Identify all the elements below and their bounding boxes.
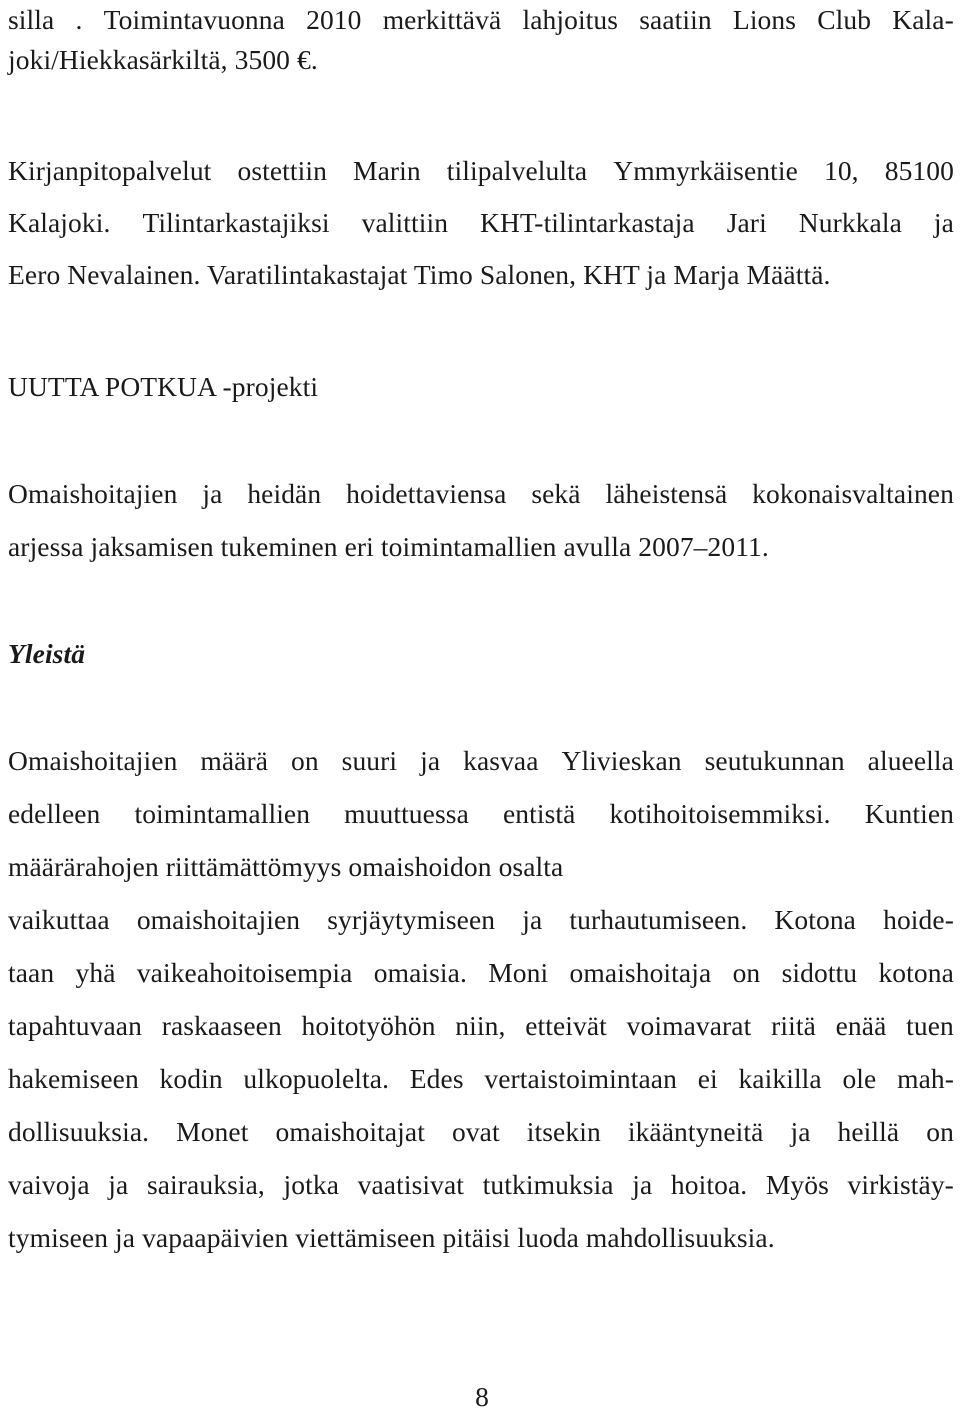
text-line [8,1062,954,1096]
word: dollisuuksia. [8,1116,150,1147]
word: on [926,1116,954,1147]
word: vaikeahoitoisempia [136,957,353,988]
word: Edes [409,1063,464,1094]
word: hakemiseen [8,1063,139,1094]
word: kotona [878,957,954,988]
word: . [75,4,83,35]
text-line [8,797,954,831]
word: vaatisivat [357,1169,465,1200]
text-line [8,956,954,990]
text-line [8,744,954,778]
text-line: Eero Nevalainen. Varatilintakastajat Timo Salonen, KHT ja Marja Määttä. [8,259,831,290]
word: hoitotyöhön [301,1010,436,1041]
word: seutukunnan [704,745,845,776]
word: on [732,957,761,988]
word: Jari [726,207,767,238]
word: syrjäytymiseen [327,904,496,935]
word: vaikuttaa [8,904,110,935]
word: ja [420,745,441,776]
text-line [8,1115,954,1149]
word: suuri [341,745,398,776]
word: Club [817,4,872,35]
text-line [8,3,954,37]
word: toimintamallien [134,798,311,829]
word: omaishoitajat [275,1116,425,1147]
word: heillä [837,1116,900,1147]
word: valittiin [361,207,449,238]
text-line [8,154,954,188]
word: ja [632,1169,653,1200]
word: Marin [353,155,421,186]
word: raskaaseen [161,1010,282,1041]
word: riitä [771,1010,816,1041]
word: itsekin [526,1116,601,1147]
word: jotka [283,1169,340,1200]
word: muuttuessa [344,798,469,829]
text-line: joki/Hiekkasärkiltä, 3500 €. [8,44,318,75]
word: turhautumiseen. [569,904,748,935]
word: alueella [867,745,954,776]
word: hoidettaviensa [346,478,507,509]
word: Ylivieskan [561,745,682,776]
word: ja [790,1116,811,1147]
word: Kirjanpitopalvelut [8,155,212,186]
text-line: määrärahojen riittämättömyys omaishoidon osalta [8,851,564,882]
text-line [8,903,954,937]
word: ja [108,1169,129,1200]
word: hoide- [883,904,954,935]
word: kodin [159,1063,223,1094]
word: ei [697,1063,718,1094]
word: omaisia. [373,957,467,988]
word: ja [202,478,223,509]
word: Omaishoitajien [8,745,178,776]
text-line: tymiseen ja vapaapäivien viettämiseen pitäisi luoda mahdollisuuksia. [8,1222,775,1253]
word: saatiin [639,4,712,35]
word: ja [522,904,543,935]
word: Kala- [892,4,954,35]
word: tutkimuksia [482,1169,614,1200]
word: 2010 [306,4,362,35]
word: Omaishoitajien [8,478,178,509]
word: kaikilla [738,1063,822,1094]
word: Nurkkala [798,207,902,238]
text-line: arjessa jaksamisen tukeminen eri toimintamallien avulla 2007–2011. [8,531,769,562]
word: etteivät [525,1010,607,1041]
word: tuen [906,1010,954,1041]
word: Kuntien [864,798,954,829]
word: heidän [247,478,322,509]
word: sidottu [781,957,858,988]
word: sekä [531,478,581,509]
word: ja [933,207,954,238]
section-heading: UUTTA POTKUA -projekti [8,371,319,402]
word: Myös [765,1169,829,1200]
word: entistä [502,798,576,829]
word: kokonaisvaltainen [752,478,954,509]
text-line [8,1009,954,1043]
word: omaishoitaja [569,957,712,988]
word: mah- [897,1063,954,1094]
word: Ymmyrkäisentie [613,155,798,186]
word: niin, [455,1010,506,1041]
word: yhä [75,957,116,988]
word: Toimintavuonna [103,4,285,35]
word: lahjoitus [522,4,619,35]
word: ole [842,1063,877,1094]
word: hoitoa. [670,1169,748,1200]
word: vaivoja [8,1169,90,1200]
text-line [8,1168,954,1202]
word: tilipalvelulta [446,155,588,186]
word: Lions [732,4,797,35]
word: Kotona [774,904,856,935]
word: määrä [200,745,269,776]
word: taan [8,957,55,988]
page-number: 8 [475,1381,489,1412]
word: omaishoitajien [136,904,301,935]
section-heading-italic: Yleistä [8,638,86,669]
word: KHT-tilintarkastaja [480,207,695,238]
word: 85100 [884,155,954,186]
word: enää [835,1010,887,1041]
word: sairauksia, [146,1169,265,1200]
word: läheistensä [605,478,728,509]
word: Kalajoki. [8,207,111,238]
word: ovat [451,1116,500,1147]
word: silla [8,4,55,35]
word: kasvaa [463,745,539,776]
text-line [8,206,954,240]
word: virkistäy- [847,1169,954,1200]
word: ikääntyneitä [627,1116,764,1147]
word: Tilintarkastajiksi [142,207,330,238]
word: tapahtuvaan [8,1010,142,1041]
word: kotihoitoisemmiksi. [609,798,831,829]
word: Moni [488,957,549,988]
word: on [291,745,319,776]
word: edelleen [8,798,101,829]
word: Monet [176,1116,249,1147]
word: 10, [823,155,859,186]
text-line [8,477,954,511]
word: merkittävä [382,4,502,35]
word: voimavarat [626,1010,752,1041]
word: vertaistoimintaan [484,1063,677,1094]
word: ostettiin [237,155,327,186]
word: ulkopuolelta. [243,1063,390,1094]
document-page [8,0,954,1420]
